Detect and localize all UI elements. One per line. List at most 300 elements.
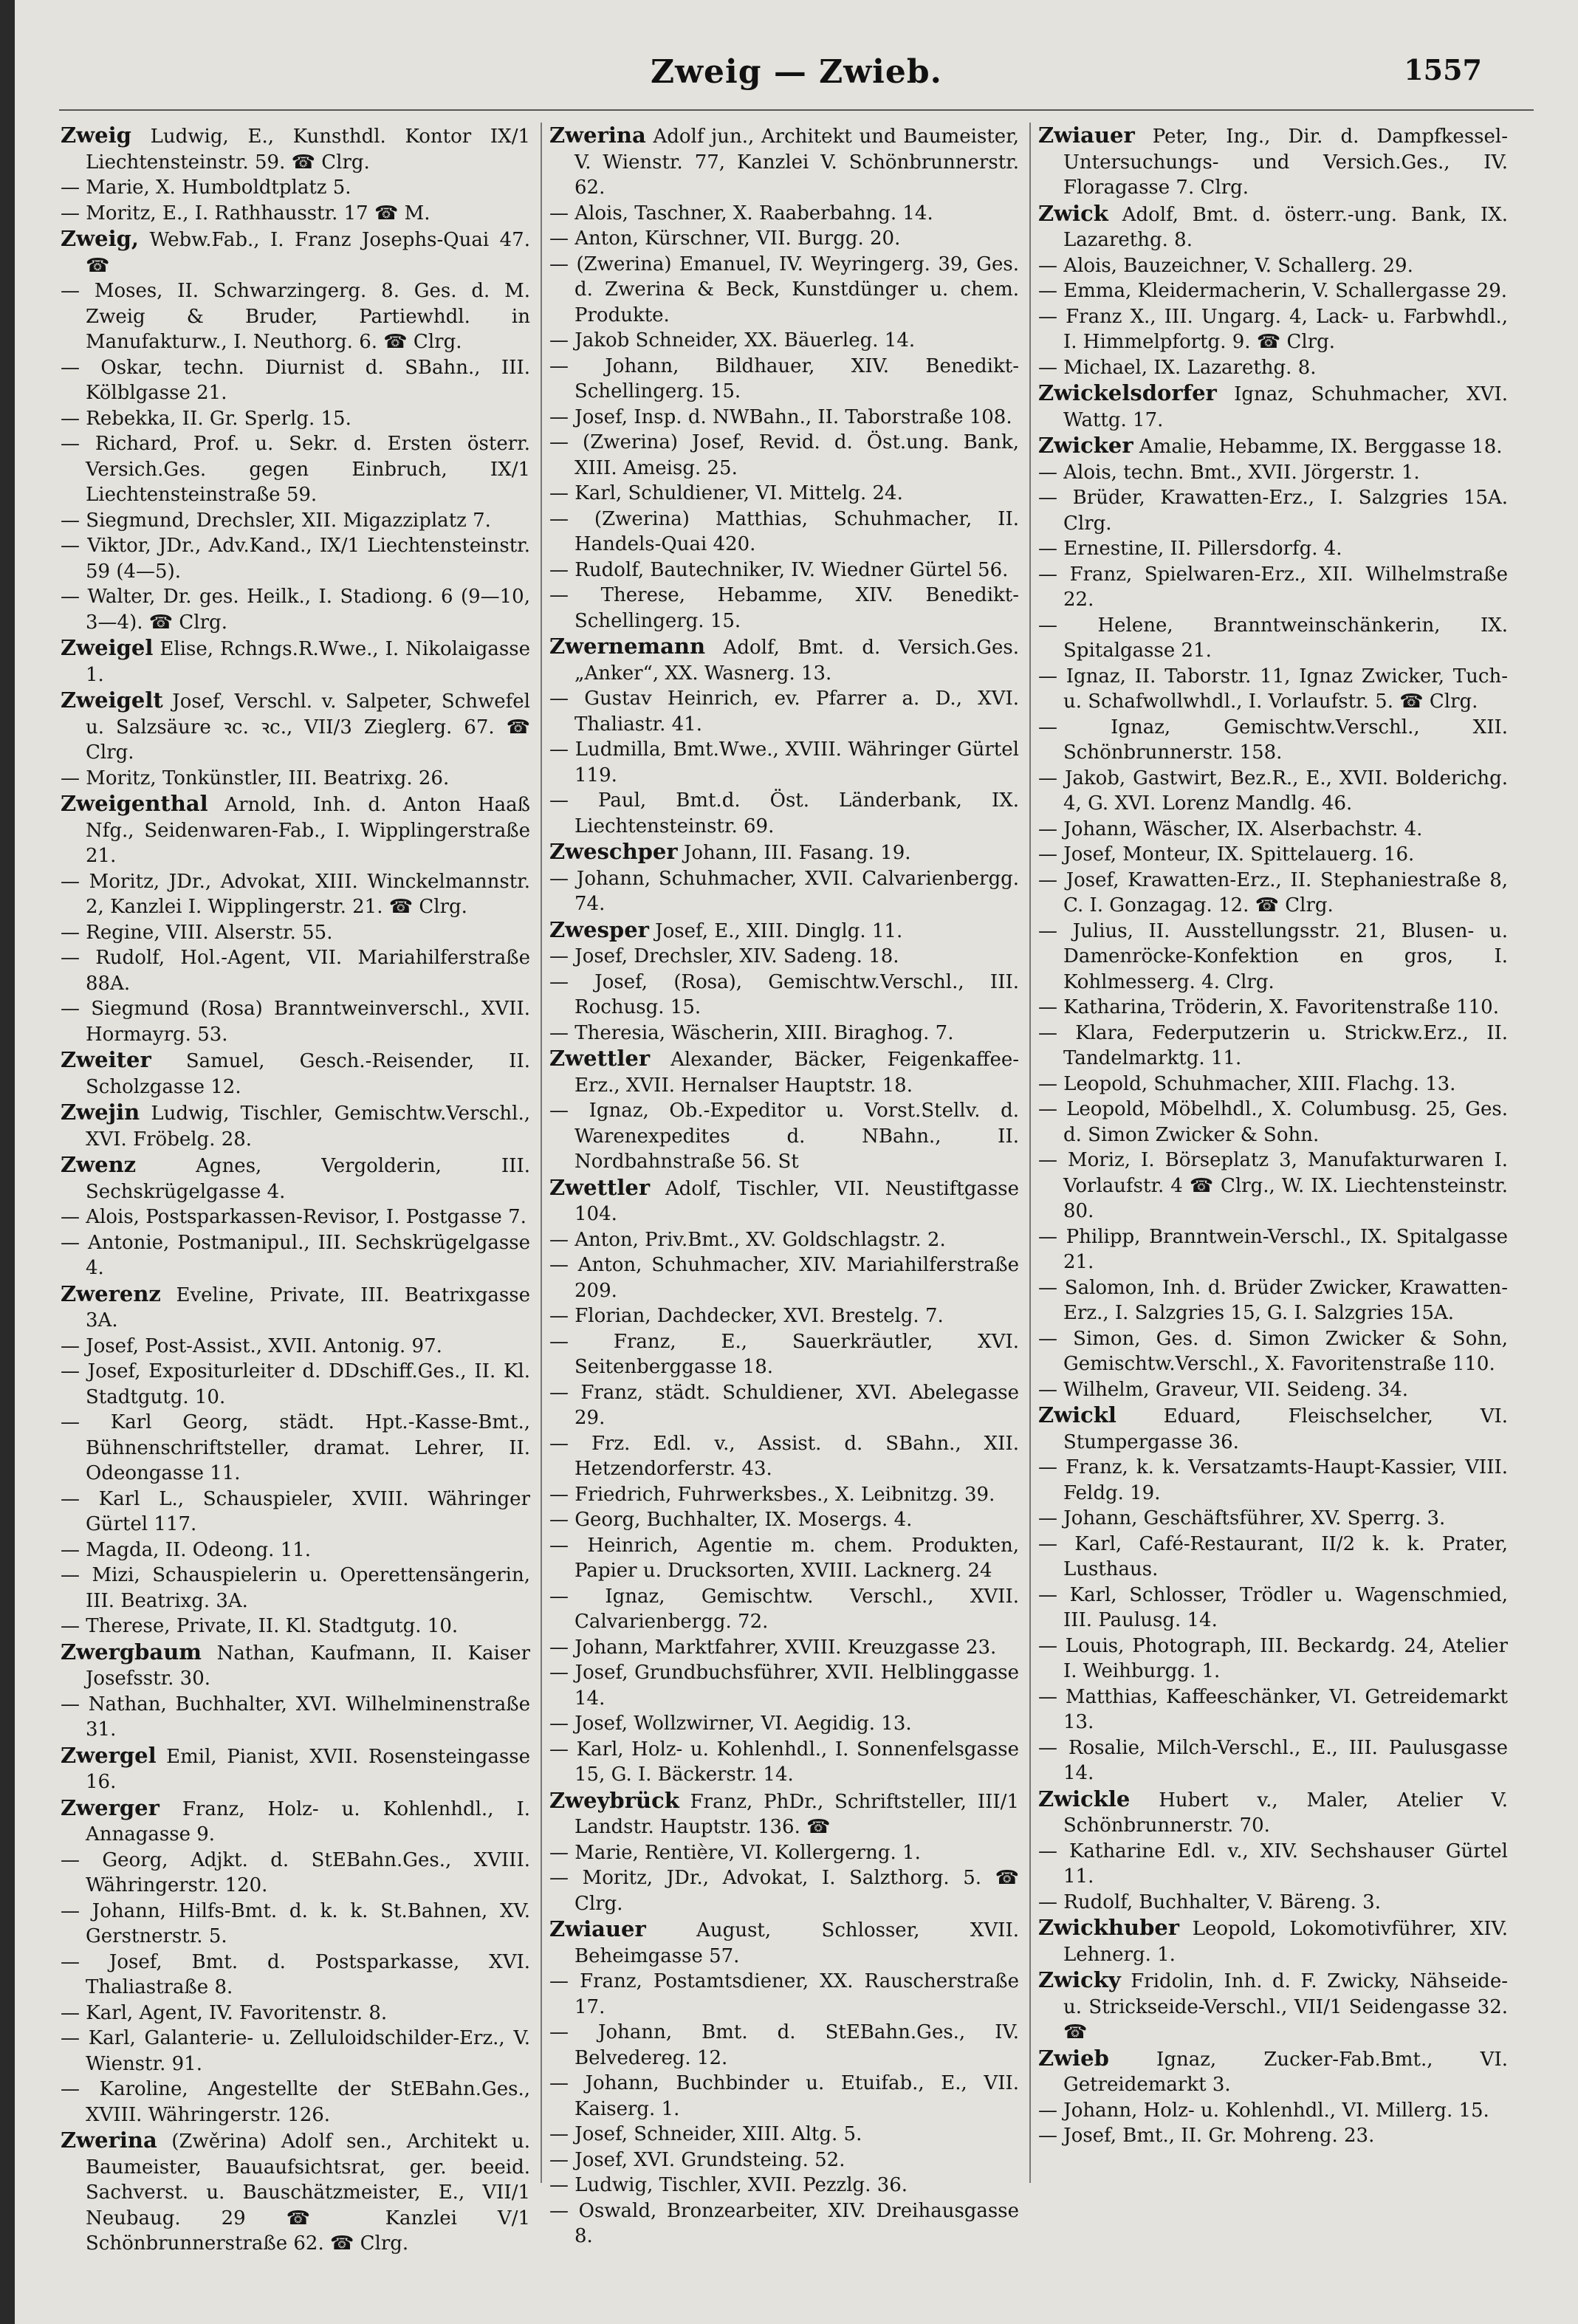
entry-surname: Zwickle xyxy=(1038,1786,1131,1811)
entry-text: — Moritz, JDr., Advokat, I. Salzthorg. 5. ☎ Clrg. xyxy=(549,1867,1019,1915)
entry-text: — Anton, Schuhmacher, XIV. Mariahilferstraße 209. xyxy=(549,1254,1019,1302)
entry-text: — Heinrich, Agentie m. chem. Produkten, Papier u. Drucksorten, XVIII. Lacknerg. 24 xyxy=(549,1534,1019,1582)
directory-entry xyxy=(549,944,1019,970)
directory-entry xyxy=(549,1252,1019,1303)
entry-text: — Josef, Bmt. d. Postsparkasse, XVI. Thaliastraße 8. xyxy=(61,1950,530,1998)
directory-entry xyxy=(549,123,1019,201)
directory-entry xyxy=(61,1359,530,1410)
directory-entry xyxy=(61,1204,530,1230)
entry-text: — Frz. Edl. v., Assist. d. SBahn., XII. Hetzendorferstr. 43. xyxy=(549,1432,1019,1480)
entry-text: — Rosalie, Milch-Verschl., E., III. Paulusgasse 14. xyxy=(1038,1736,1508,1784)
entry-text: Adolf, Bmt. d. Versich.Ges. „Anker“, XX. Wasnerg. 13. xyxy=(574,637,1019,685)
entry-text: — Alois, Bauzeichner, V. Schallerg. 29. xyxy=(1038,254,1413,277)
directory-entry xyxy=(549,430,1019,481)
directory-entry xyxy=(1038,2123,1508,2149)
directory-entry xyxy=(61,1047,530,1100)
entry-text: — Mizi, Schauspielerin u. Operettensängerin, III. Beatrixg. 3A. xyxy=(61,1564,530,1612)
entry-surname: Zweigenthal xyxy=(61,791,208,816)
directory-entry xyxy=(61,123,530,175)
directory-entry xyxy=(61,2001,530,2026)
entry-surname: Zwick xyxy=(1038,200,1108,226)
entry-text: — Salomon, Inh. d. Brüder Zwicker, Krawatten-Erz., I. Salzgries 15, G. I. Salzgries 15A. xyxy=(1038,1276,1508,1324)
directory-entry xyxy=(549,737,1019,788)
directory-entry xyxy=(61,508,530,534)
column-2 xyxy=(549,123,1019,2286)
entry-text: — Moriz, I. Börseplatz 3, Manufakturwaren I. Vorlaufstr. 4 ☎ Clrg., W. IX. Liechtensteinstr. 80. xyxy=(1038,1149,1508,1222)
directory-entry xyxy=(1038,1455,1508,1506)
entry-text: — Georg, Adjkt. d. StEBahn.Ges., XVIII. Währingerstr. 120. xyxy=(61,1848,530,1896)
entry-surname: Zweybrück xyxy=(549,1787,679,1813)
entry-text: — Moritz, JDr., Advokat, XIII. Winckelmannstr. 2, Kanzlei I. Wipplingerstr. 21. ☎ Clrg. xyxy=(61,870,530,918)
entry-text: — Ludmilla, Bmt.Wwe., XVIII. Währinger Gürtel 119. xyxy=(549,738,1019,786)
directory-entry xyxy=(1038,1326,1508,1377)
entry-text: — Moritz, Tonkünstler, III. Beatrixg. 26. xyxy=(61,767,450,789)
directory-entry xyxy=(549,1916,1019,1969)
directory-entry xyxy=(549,2173,1019,2198)
directory-entry xyxy=(61,1899,530,1950)
entry-surname: Zwejin xyxy=(61,1100,140,1125)
directory-entry xyxy=(549,866,1019,917)
entry-text: — Karl, Café-Restaurant, II/2 k. k. Prater, Lusthaus. xyxy=(1038,1532,1508,1580)
entry-text: — Ernestine, II. Pillersdorfg. 4. xyxy=(1038,538,1342,560)
directory-entry xyxy=(549,1098,1019,1175)
directory-entry xyxy=(1038,1684,1508,1735)
directory-entry xyxy=(61,584,530,635)
directory-entry xyxy=(1038,355,1508,381)
entry-text: Eduard, Fleischselcher, VI. Stumpergasse 36. xyxy=(1063,1405,1508,1453)
entry-text: — Rudolf, Buchhalter, V. Bäreng. 3. xyxy=(1038,1891,1381,1913)
entry-text: — Antonie, Postmanipul., III. Sechskrügelgasse 4. xyxy=(61,1231,530,1279)
directory-entry xyxy=(549,1227,1019,1253)
entry-text: — Karoline, Angestellte der StEBahn.Ges., XVIII. Währingerstr. 126. xyxy=(61,2078,530,2126)
directory-entry xyxy=(1038,1275,1508,1326)
directory-entry xyxy=(61,2077,530,2128)
entry-text: — Louis, Photograph, III. Beckardg. 24, Atelier I. Weihburgg. 1. xyxy=(1038,1634,1508,1682)
directory-entry xyxy=(1038,995,1508,1021)
entry-text: — Therese, Hebamme, XIV. Benedikt-Schellingerg. 15. xyxy=(549,584,1019,632)
directory-entry xyxy=(549,1584,1019,1635)
directory-entry xyxy=(1038,715,1508,766)
entry-surname: Zwicky xyxy=(1038,1967,1121,1992)
directory-entry xyxy=(1038,1967,1508,2046)
directory-entry xyxy=(549,1021,1019,1046)
entry-text: — Matthias, Kaffeeschänker, VI. Getreidemarkt 13. xyxy=(1038,1685,1508,1733)
directory-entry xyxy=(1038,304,1508,355)
page-title: Zweig — Zwieb. xyxy=(651,53,942,91)
directory-entry xyxy=(1038,536,1508,562)
directory-entry xyxy=(549,1482,1019,1508)
directory-entry xyxy=(1038,766,1508,817)
directory-entry xyxy=(61,1639,530,1692)
entry-text: — Theresia, Wäscherin, XIII. Biraghog. 7. xyxy=(549,1021,954,1044)
directory-entry xyxy=(1038,433,1508,460)
directory-entry xyxy=(549,354,1019,405)
directory-entry xyxy=(549,686,1019,737)
entry-surname: Zweiter xyxy=(61,1047,151,1072)
entry-text: — Johann, Holz- u. Kohlenhdl., VI. Millerg. 15. xyxy=(1038,2099,1489,2122)
entry-text: — Emma, Kleidermacherin, V. Schallergasse 29. xyxy=(1038,280,1508,302)
directory-entry xyxy=(549,970,1019,1021)
directory-entry xyxy=(1038,868,1508,919)
entry-text: — Katharina, Tröderin, X. Favoritenstraße 110. xyxy=(1038,996,1499,1018)
entry-text: Ignaz, Zucker-Fab.Bmt., VI. Getreidemarkt 3. xyxy=(1063,2048,1508,2096)
entry-text: — Viktor, JDr., Adv.Kand., IX/1 Liechtensteinstr. 59 (4—5). xyxy=(61,535,530,583)
entry-text: — Michael, IX. Lazarethg. 8. xyxy=(1038,356,1317,379)
directory-entry xyxy=(1038,1890,1508,1916)
entry-text: — Florian, Dachdecker, XVI. Brestelg. 7. xyxy=(549,1305,944,1327)
directory-entry xyxy=(1038,1839,1508,1890)
entry-surname: Zwickelsdorfer xyxy=(1038,380,1217,405)
directory-entry xyxy=(549,507,1019,558)
directory-entry xyxy=(549,788,1019,839)
entry-text: — Helene, Branntweinschänkerin, IX. Spitalgasse 21. xyxy=(1038,614,1508,662)
entry-text: August, Schlosser, XVII. Beheimgasse 57. xyxy=(574,1919,1019,1967)
directory-entry xyxy=(61,226,530,278)
entry-surname: Zweigelt xyxy=(61,688,163,713)
entry-surname: Zwerenz xyxy=(61,1281,161,1306)
entry-text: Josef, E., XIII. Dinglg. 11. xyxy=(648,919,903,942)
directory-entry xyxy=(549,328,1019,354)
entry-text: — Josef, Monteur, IX. Spittelauerg. 16. xyxy=(1038,843,1415,865)
entry-text: — Karl Georg, städt. Hpt.-Kasse-Bmt., Bühnenschriftsteller, dramat. Lehrer, II. Odeongasse 11. xyxy=(61,1411,530,1484)
entry-text: Peter, Ing., Dir. d. Dampfkessel-Untersuchungs- und Versich.Ges., IV. Floragasse 7. Clrg. xyxy=(1063,126,1508,199)
entry-text: — Johann, Bmt. d. StEBahn.Ges., IV. Belvedereg. 12. xyxy=(549,2021,1019,2069)
entry-text: — Franz, Spielwaren-Erz., XII. Wilhelmstraße 22. xyxy=(1038,563,1508,611)
entry-text: — Alois, Taschner, X. Raaberbahng. 14. xyxy=(549,202,933,224)
entry-text: — Moritz, E., I. Rathhausstr. 17 ☎ M. xyxy=(61,202,430,224)
entry-text: — Magda, II. Odeong. 11. xyxy=(61,1538,312,1561)
directory-entry xyxy=(549,252,1019,329)
entry-text: — Philipp, Branntwein-Verschl., IX. Spitalgasse 21. xyxy=(1038,1225,1508,1273)
entry-surname: Zwergbaum xyxy=(61,1639,202,1665)
directory-entry xyxy=(1038,1377,1508,1403)
directory-entry xyxy=(549,2148,1019,2173)
entry-text: — Julius, II. Ausstellungsstr. 21, Blusen- u. Damenröcke-Konfektion en gros, I. Kohlmesserg. 4. Clrg. xyxy=(1038,919,1508,993)
entry-surname: Zwicker xyxy=(1038,433,1133,458)
entry-text: — Ignaz, Gemischtw.Verschl., XII. Schönbrunnerstr. 158. xyxy=(1038,716,1508,764)
entry-text: — Brüder, Krawatten-Erz., I. Salzgries 15A. Clrg. xyxy=(1038,487,1508,535)
page-header xyxy=(15,53,1578,105)
entry-text: — Rebekka, II. Gr. Sperlg. 15. xyxy=(61,407,351,430)
entry-text: — Simon, Ges. d. Simon Zwicker & Sohn, Gemischtw.Verschl., X. Favoritenstraße 110. xyxy=(1038,1327,1508,1375)
entry-text: — Moses, II. Schwarzingerg. 8. Ges. d. M. Zweig & Bruder, Partiewhdl. in Manufakturw., I. Neuthorg. 6. ☎ Clrg. xyxy=(61,280,530,353)
entry-text: Elise, Rchngs.R.Wwe., I. Nikolaigasse 1. xyxy=(86,638,530,686)
entry-text: — Georg, Buchhalter, IX. Mosergs. 4. xyxy=(549,1509,913,1531)
directory-entry xyxy=(1038,485,1508,536)
entry-text: — Rudolf, Bautechniker, IV. Wiedner Gürtel 56. xyxy=(549,558,1009,581)
directory-entry xyxy=(61,1100,530,1152)
entry-text: Fridolin, Inh. d. F. Zwicky, Nähseide- u. Strickseide-Verschl., VII/1 Seidengasse 32. ☎ xyxy=(1063,1970,1508,2043)
directory-entry xyxy=(1038,664,1508,715)
column-1 xyxy=(61,123,530,2286)
directory-entry xyxy=(61,1563,530,1614)
entry-text: — Oswald, Bronzearbeiter, XIV. Dreihausgasse 8. xyxy=(549,2199,1019,2247)
entry-text: — Johann, Buchbinder u. Etuifab., E., VII. Kaiserg. 1. xyxy=(549,2072,1019,2120)
entry-surname: Zwickl xyxy=(1038,1402,1116,1427)
directory-entry xyxy=(549,2122,1019,2148)
directory-entry xyxy=(61,1281,530,1334)
entry-surname: Zweigel xyxy=(61,635,154,660)
entry-text: — (Zwerina) Matthias, Schuhmacher, II. Handels-Quai 420. xyxy=(549,507,1019,555)
entry-surname: Zwerina xyxy=(549,123,646,148)
directory-entry xyxy=(549,2198,1019,2249)
directory-entry xyxy=(1038,562,1508,613)
directory-entry xyxy=(1038,1915,1508,1967)
entry-text: — Siegmund (Rosa) Branntweinverschl., XVII. Hormayrg. 53. xyxy=(61,998,530,1046)
directory-entry xyxy=(61,791,530,869)
directory-entry xyxy=(549,1635,1019,1661)
entry-text: — Jakob, Gastwirt, Bez.R., E., XVII. Bolderichg. 4, G. XVI. Lorenz Mandlg. 46. xyxy=(1038,767,1508,815)
entry-text: Emil, Pianist, XVII. Rosensteingasse 16. xyxy=(86,1745,530,1793)
entry-text: — Walter, Dr. ges. Heilk., I. Stadiong. 6 (9—10, 3—4). ☎ Clrg. xyxy=(61,586,530,634)
directory-entry xyxy=(61,1614,530,1639)
directory-entry xyxy=(61,1743,530,1795)
entry-surname: Zwettler xyxy=(549,1046,651,1071)
entry-text: — Franz X., III. Ungarg. 4, Lack- u. Farbwhdl., I. Himmelpfortg. 9. ☎ Clrg. xyxy=(1038,305,1508,353)
directory-entry xyxy=(1038,201,1508,253)
directory-entry xyxy=(1038,380,1508,433)
entry-text: — Wilhelm, Graveur, VII. Seideng. 34. xyxy=(1038,1378,1409,1401)
entry-text: — Paul, Bmt.d. Öst. Länderbank, IX. Liechtensteinstr. 69. xyxy=(549,789,1019,837)
directory-entry xyxy=(549,917,1019,945)
entry-text: Ludwig, Tischler, Gemischtw.Verschl., XVI. Fröbelg. 28. xyxy=(86,1103,530,1151)
entry-text: — Katharine Edl. v., XIV. Sechshauser Gürtel 11. xyxy=(1038,1840,1508,1888)
entry-surname: Zwettler xyxy=(549,1174,651,1200)
entry-text: — Leopold, Möbelhdl., X. Columbusg. 25, Ges. d. Simon Zwicker & Sohn. xyxy=(1038,1098,1508,1146)
entry-text: — Ignaz, Gemischtw. Verschl., XVII. Calvarienbergg. 72. xyxy=(549,1585,1019,1633)
entry-text: — Jakob Schneider, XX. Bäuerleg. 14. xyxy=(549,329,916,352)
entry-text: — Johann, Wäscher, IX. Alserbachstr. 4. xyxy=(1038,817,1423,840)
directory-entry xyxy=(549,1865,1019,1916)
directory-entry xyxy=(1038,1583,1508,1634)
directory-entry xyxy=(549,1431,1019,1482)
directory-entry xyxy=(549,634,1019,686)
directory-entry xyxy=(549,1711,1019,1737)
entry-text: — Franz, E., Sauerkräutler, XVI. Seitenberggasse 18. xyxy=(549,1330,1019,1378)
entry-text: — Josef, Wollzwirner, VI. Aegidig. 13. xyxy=(549,1713,912,1735)
header-rule xyxy=(59,109,1534,111)
entry-text: — Therese, Private, II. Kl. Stadtgutg. 10. xyxy=(61,1615,459,1637)
entry-text: Franz, PhDr., Schriftsteller, III/1 Landstr. Hauptstr. 136. ☎ xyxy=(574,1790,1019,1838)
entry-text: — Alois, Postsparkassen-Revisor, I. Postgasse 7. xyxy=(61,1206,526,1228)
entry-surname: Zwerina xyxy=(61,2128,157,2153)
entry-text: — Oskar, techn. Diurnist d. SBahn., III. Kölblgasse 21. xyxy=(61,356,530,404)
directory-entry xyxy=(61,2128,530,2257)
directory-entry xyxy=(61,406,530,432)
entry-text: — Nathan, Buchhalter, XVI. Wilhelminenstraße 31. xyxy=(61,1693,530,1741)
entry-text: — Franz, k. k. Versatzamts-Haupt-Kassier, VIII. Feldg. 19. xyxy=(1038,1456,1508,1504)
entry-surname: Zwerger xyxy=(61,1795,159,1820)
entry-text: — Siegmund, Drechsler, XII. Migazziplatz 7. xyxy=(61,509,491,532)
entry-text: — Josef, Insp. d. NWBahn., II. Taborstraße 108. xyxy=(549,405,1012,428)
entry-text: — Josef, Schneider, XIII. Altg. 5. xyxy=(549,2123,862,2145)
directory-entry xyxy=(61,1950,530,2001)
entry-text: — Ignaz, Ob.-Expeditor u. Vorst.Stellv. d. Warenexpedites d. NBahn., II. Nordbahnstraße 56. St xyxy=(549,1100,1019,1173)
directory-entry xyxy=(1038,817,1508,843)
directory-entry xyxy=(61,1152,530,1204)
directory-entry xyxy=(61,175,530,201)
entry-text: — Johann, Geschäftsführer, XV. Sperrg. 3. xyxy=(1038,1507,1446,1529)
directory-page xyxy=(15,0,1578,2324)
directory-entry xyxy=(1038,1786,1508,1839)
entry-text: — Ignaz, II. Taborstr. 11, Ignaz Zwicker, Tuch- u. Schafwollwhdl., I. Vorlaufstr. 5. ☎ Clrg. xyxy=(1038,665,1508,713)
columns xyxy=(61,123,1508,2286)
entry-text: — (Zwerina) Emanuel, IV. Weyringerg. 39, Ges. d. Zwerina & Beck, Kunstdünger u. chem. Produkte. xyxy=(549,253,1019,326)
entry-surname: Zwiauer xyxy=(1038,123,1135,148)
entry-text: Alexander, Bäcker, Feigenkaffee-Erz., XVII. Hernalser Hauptstr. 18. xyxy=(574,1049,1019,1097)
entry-text: — Marie, Rentière, VI. Kollergerng. 1. xyxy=(549,1841,921,1864)
directory-entry xyxy=(549,201,1019,227)
directory-entry xyxy=(1038,1021,1508,1072)
entry-text: — Karl, Agent, IV. Favoritenstr. 8. xyxy=(61,2001,388,2024)
directory-entry xyxy=(1038,460,1508,486)
entry-surname: Zwernemann xyxy=(549,634,706,659)
entry-text: Webw.Fab., I. Franz Josephs-Quai 47. ☎ xyxy=(86,229,530,277)
directory-entry xyxy=(1038,253,1508,279)
directory-entry xyxy=(549,2020,1019,2071)
directory-entry xyxy=(549,1046,1019,1098)
directory-entry xyxy=(549,558,1019,583)
directory-entry xyxy=(1038,1634,1508,1684)
entry-surname: Zwickhuber xyxy=(1038,1915,1180,1940)
directory-entry xyxy=(61,431,530,508)
directory-entry xyxy=(549,226,1019,252)
entry-text: — Josef, Post-Assist., XVII. Antonig. 97. xyxy=(61,1334,442,1357)
entry-text: — Leopold, Schuhmacher, XIII. Flachg. 13. xyxy=(1038,1072,1456,1095)
directory-entry xyxy=(1038,123,1508,201)
directory-entry xyxy=(549,1660,1019,1711)
entry-text: — Alois, techn. Bmt., XVII. Jörgerstr. 1. xyxy=(1038,461,1420,484)
directory-entry xyxy=(1038,1072,1508,1097)
entry-text: — Gustav Heinrich, ev. Pfarrer a. D., XVI. Thaliastr. 41. xyxy=(549,688,1019,736)
entry-text: — Johann, Schuhmacher, XVII. Calvarienbergg. 74. xyxy=(549,867,1019,915)
directory-entry xyxy=(61,766,530,792)
entry-text: Adolf, Tischler, VII. Neustiftgasse 104. xyxy=(574,1177,1019,1225)
directory-entry xyxy=(61,1334,530,1360)
directory-entry xyxy=(549,583,1019,634)
directory-entry xyxy=(549,405,1019,431)
directory-entry xyxy=(61,920,530,946)
entry-surname: Zwieb xyxy=(1038,2045,1109,2071)
directory-entry xyxy=(549,1507,1019,1533)
directory-entry xyxy=(1038,842,1508,868)
entry-text: Franz, Holz- u. Kohlenhdl., I. Annagasse 9. xyxy=(86,1797,530,1845)
entry-surname: Zwesper xyxy=(549,916,649,942)
entry-text: — Anton, Kürschner, VII. Burgg. 20. xyxy=(549,227,901,250)
directory-entry xyxy=(1038,278,1508,304)
entry-text: Leopold, Lokomotivführer, XIV. Lehnerg. 1. xyxy=(1063,1918,1508,1966)
entry-text: — Richard, Prof. u. Sekr. d. Ersten österr. Versich.Ges. gegen Einbruch, IX/1 Liechtensteinstraße 59. xyxy=(61,433,530,506)
entry-text: — Josef, Expositurleiter d. DDschiff.Ges., II. Kl. Stadtgutg. 10. xyxy=(61,1360,530,1408)
entry-text: — Josef, Krawatten-Erz., II. Stephaniestraße 8, C. I. Gonzagag. 12. ☎ Clrg. xyxy=(1038,868,1508,916)
entry-text: — Karl L., Schauspieler, XVIII. Währinger Gürtel 117. xyxy=(61,1487,530,1535)
entry-text: — Josef, Grundbuchsführer, XVII. Helblinggasse 14. xyxy=(549,1662,1019,1710)
directory-entry xyxy=(61,1487,530,1538)
entry-text: — Josef, XVI. Grundsteing. 52. xyxy=(549,2148,845,2171)
directory-entry xyxy=(61,1230,530,1281)
entry-text: Ludwig, E., Kunsthdl. Kontor IX/1 Liechtensteinstr. 59. ☎ Clrg. xyxy=(86,126,530,174)
directory-entry xyxy=(549,1533,1019,1584)
entry-text: — (Zwerina) Josef, Revid. d. Öst.ung. Bank, XIII. Ameisg. 25. xyxy=(549,431,1019,479)
directory-entry xyxy=(1038,2046,1508,2098)
entry-text: — Johann, Hilfs-Bmt. d. k. k. St.Bahnen, XV. Gerstnerstr. 5. xyxy=(61,1899,530,1947)
entry-text: — Marie, X. Humboldtplatz 5. xyxy=(61,176,351,199)
page-number: 1557 xyxy=(1404,53,1482,86)
directory-entry xyxy=(1038,919,1508,995)
directory-entry xyxy=(549,1969,1019,2020)
entry-text: Adolf jun., Architekt und Baumeister, V. Wienstr. 77, Kanzlei V. Schönbrunnerstr. 62. xyxy=(574,126,1019,199)
entry-surname: Zweig xyxy=(61,123,131,148)
entry-text: Johann, III. Fasang. 19. xyxy=(677,842,911,864)
entry-text: Josef, Verschl. v. Salpeter, Schwefel u. Salzsäure ꝛc. ꝛc., VII/3 Zieglerg. 67. ☎ Clrg. xyxy=(86,690,530,764)
entry-text: — Josef, (Rosa), Gemischtw.Verschl., III. Rochusg. 15. xyxy=(549,970,1019,1018)
entry-text: Adolf, Bmt. d. österr.-ung. Bank, IX. Lazarethg. 8. xyxy=(1063,203,1508,251)
directory-entry xyxy=(1038,613,1508,664)
directory-entry xyxy=(61,996,530,1047)
directory-entry xyxy=(61,278,530,355)
directory-entry xyxy=(61,945,530,996)
directory-entry xyxy=(549,1840,1019,1866)
entry-text: — Johann, Bildhauer, XIV. Benedikt-Schellingerg. 15. xyxy=(549,354,1019,402)
directory-entry xyxy=(61,869,530,920)
directory-entry xyxy=(61,1692,530,1743)
entry-text: Arnold, Inh. d. Anton Haaß Nfg., Seidenwaren-Fab., I. Wipplingerstraße 21. xyxy=(86,794,530,867)
entry-surname: Zweschper xyxy=(549,839,678,864)
directory-entry xyxy=(61,1410,530,1487)
directory-entry xyxy=(1038,1224,1508,1275)
directory-entry xyxy=(61,635,530,688)
entry-surname: Zwenz xyxy=(61,1152,137,1177)
column-3 xyxy=(1038,123,1508,2286)
directory-entry xyxy=(1038,1148,1508,1224)
entry-text: — Ludwig, Tischler, XVII. Pezzlg. 36. xyxy=(549,2174,908,2196)
directory-entry xyxy=(1038,1097,1508,1148)
directory-entry xyxy=(61,533,530,584)
directory-entry xyxy=(61,1795,530,1848)
directory-entry xyxy=(549,481,1019,507)
entry-surname: Zwiauer xyxy=(549,1916,646,1941)
entry-text: — Regine, VIII. Alserstr. 55. xyxy=(61,921,333,944)
entry-text: Hubert v., Maler, Atelier V. Schönbrunnerstr. 70. xyxy=(1063,1789,1508,1837)
directory-entry xyxy=(1038,1735,1508,1786)
directory-entry xyxy=(549,1329,1019,1380)
entry-text: Nathan, Kaufmann, II. Kaiser Josefsstr. 30. xyxy=(86,1642,530,1690)
directory-entry xyxy=(1038,1506,1508,1532)
directory-entry xyxy=(549,1303,1019,1329)
entry-surname: Zweig, xyxy=(61,226,139,251)
entry-text: — Karl, Galanterie- u. Zelluloidschilder-Erz., V. Wienstr. 91. xyxy=(61,2027,530,2075)
entry-text: Eveline, Private, III. Beatrixgasse 3A. xyxy=(86,1283,530,1331)
entry-text: — Johann, Marktfahrer, XVIII. Kreuzgasse 23. xyxy=(549,1636,997,1659)
directory-entry xyxy=(61,1538,530,1563)
directory-entry xyxy=(549,839,1019,866)
entry-text: — Anton, Priv.Bmt., XV. Goldschlagstr. 2. xyxy=(549,1228,946,1251)
entry-text: — Karl, Holz- u. Kohlenhdl., I. Sonnenfelsgasse 15, G. I. Bäckerstr. 14. xyxy=(549,1738,1019,1786)
directory-entry xyxy=(549,1737,1019,1788)
entry-text: — Karl, Schuldiener, VI. Mittelg. 24. xyxy=(549,482,903,504)
directory-entry xyxy=(1038,1402,1508,1455)
entry-text: Amalie, Hebamme, IX. Berggasse 18. xyxy=(1133,436,1503,458)
directory-entry xyxy=(61,1848,530,1899)
directory-entry xyxy=(549,1788,1019,1840)
entry-text: (Zwěrina) Adolf sen., Architekt u. Baumeister, Bauaufsichtsrat, ger. beeid. Sachverst. u. Bauschätzmeister, E., VII/1 Neubaug. 29 ☎ Kanzlei V/1 Schönbrunnerstraße 62. ☎ Clrg. xyxy=(86,2131,530,2255)
entry-text: — Karl, Schlosser, Trödler u. Wagenschmied, III. Paulusg. 14. xyxy=(1038,1583,1508,1631)
entry-text: — Rudolf, Hol.-Agent, VII. Mariahilferstraße 88A. xyxy=(61,947,530,995)
directory-entry xyxy=(61,355,530,406)
entry-text: — Klara, Federputzerin u. Strickw.Erz., II. Tandelmarktg. 11. xyxy=(1038,1021,1508,1069)
entry-text: — Josef, Bmt., II. Gr. Mohreng. 23. xyxy=(1038,2125,1375,2147)
entry-text: Samuel, Gesch.-Reisender, II. Scholzgasse 12. xyxy=(86,1050,530,1098)
